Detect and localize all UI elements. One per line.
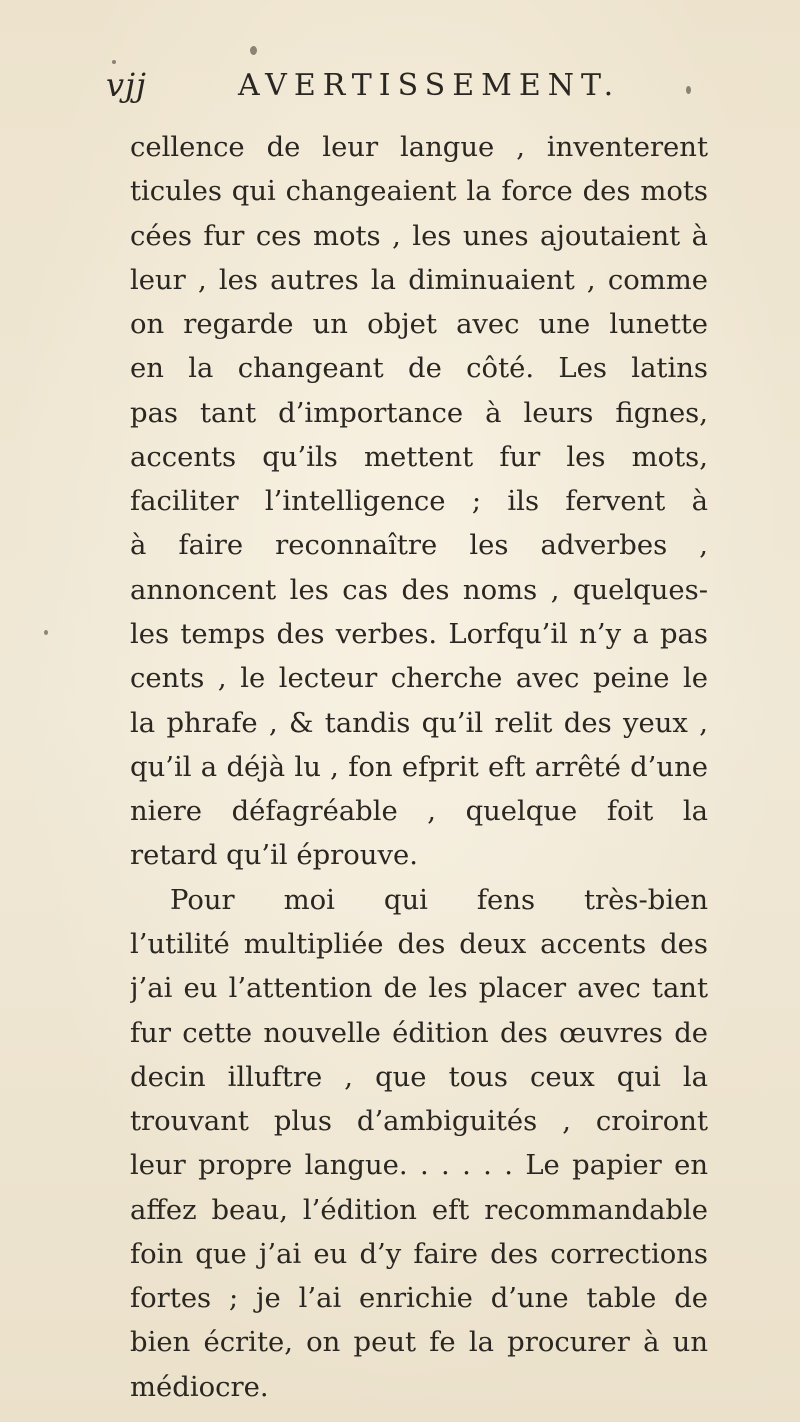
page-header bbox=[106, 66, 706, 106]
text-line: leur , les autres la diminuaient , comme bbox=[130, 265, 708, 296]
text-line: bien écrite, on peut fe la procurer à un bbox=[130, 1327, 708, 1358]
text-line: qu’il a déjà lu , fon efprit eft arrêté d’une bbox=[130, 752, 708, 783]
text-line: niere défagréable , quelque foit la bbox=[130, 796, 708, 827]
text-line: fortes ; je l’ai enrichie d’une table de bbox=[130, 1283, 708, 1314]
text-line: Pour moi qui fens très-bien bbox=[170, 885, 708, 916]
text-line: pas tant d’importance à leurs fignes, bbox=[130, 398, 708, 429]
text-line: l’utilité multipliée des deux accents des bbox=[130, 929, 708, 960]
text-line: faciliter l’intelligence ; ils fervent à bbox=[130, 486, 708, 517]
text-line: à faire reconnaître les adverbes , bbox=[130, 530, 708, 561]
text-line: decin illuftre , que tous ceux qui la bbox=[130, 1062, 708, 1093]
text-line: trouvant plus d’ambiguités , croiront bbox=[130, 1106, 708, 1137]
text-line: cents , le lecteur cherche avec peine le bbox=[130, 663, 708, 694]
text-line: retard qu’il éprouve. bbox=[130, 840, 418, 871]
text-line: cellence de leur langue , inventerent bbox=[130, 132, 708, 163]
text-line: foin que j’ai eu d’y faire des corrections bbox=[130, 1239, 708, 1270]
text-line: on regarde un objet avec une lunette bbox=[130, 309, 708, 340]
running-title: AVERTISSEMENT. bbox=[238, 68, 621, 103]
ink-spot bbox=[250, 46, 257, 55]
text-line: les temps des verbes. Lorfqu’il n’y a pas bbox=[130, 619, 708, 650]
text-line: ticules qui changeaient la force des mots bbox=[130, 176, 708, 207]
ink-spot bbox=[44, 630, 48, 635]
text-line: médiocre. bbox=[130, 1372, 269, 1403]
page-number: vjj bbox=[106, 66, 147, 104]
text-line: j’ai eu l’attention de les placer avec tant bbox=[130, 973, 708, 1004]
text-line: affez beau, l’édition eft recommandable bbox=[130, 1195, 708, 1226]
text-line: annoncent les cas des noms , quelques- bbox=[130, 575, 708, 606]
ink-spot bbox=[112, 60, 116, 64]
text-line: leur propre langue. . . . . . Le papier en bbox=[130, 1150, 708, 1181]
text-line: fur cette nouvelle édition des œuvres de bbox=[130, 1018, 708, 1049]
text-line: cées fur ces mots , les unes ajoutaient à bbox=[130, 221, 708, 252]
text-line: en la changeant de côté. Les latins bbox=[130, 353, 708, 384]
text-line: la phrafe , & tandis qu’il relit des yeux , bbox=[130, 708, 708, 739]
text-line: accents qu’ils mettent fur les mots, bbox=[130, 442, 708, 473]
